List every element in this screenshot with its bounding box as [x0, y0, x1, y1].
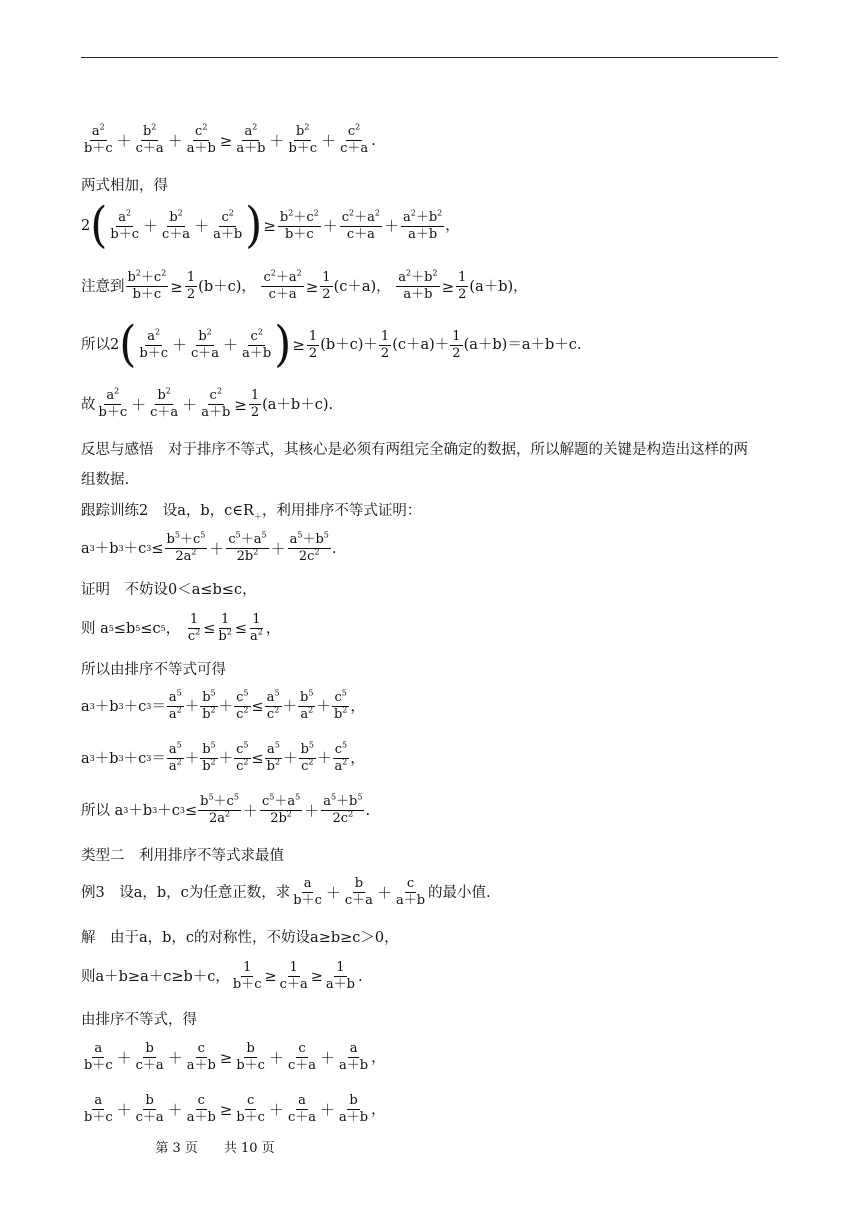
header-rule [81, 57, 778, 58]
reflection-text-2: 组数据. [81, 472, 130, 488]
inequality-line-2: 2 ( $\frac{a^2}{b+c}$ ＋ $\frac{b^2}{c+a}$ ＋ $\frac{c^2}{a+b}$ ) ≥ $\frac{b^2+c^2}{b+c}$ ＋ $\frac{c^2+a^2}{c+a}$ ＋ $\frac{a^2+b^2}{a+b}$ ， [81, 197, 460, 254]
inequality-therefore: 所以 2 ( $\frac{a^2}{b+c}$ ＋ $\frac{b^2}{c+a}$ ＋ $\frac{c^2}{a+b}$ ) ≥ $\frac{1}{2}$ (b＋c)＋ $\frac{1}{2}$ (c＋a)＋ $\frac{1}{2}$ (a＋b)＝a＋b＋c. [81, 316, 582, 373]
inequality-notice: 注意到 $\frac{b^2+c^2}{b+c}$ ≥ $\frac{1}{2}$ (b＋c)， $\frac{c^2+a^2}{c+a}$ ≥ $\frac{1}{2}$ (c＋a)， $\frac{a^2+b^2}{a+b}$ ≥ $\frac{1}{2}$ (a＋b)， [81, 268, 528, 302]
training-2-heading: 跟踪训练2 设a，b，$c\in R_+$，利用排序不等式证明： [81, 503, 422, 521]
training-2-statement: a 3 ＋b 3 ＋c 3 ≤ $\frac{b^5+c^5}{2a^2}$ ＋ $\frac{c^5+a^5}{2b^2}$ ＋ $\frac{a^5+b^5}{2c^2}$ . [81, 530, 337, 564]
reflection-text-1: 对于排序不等式，其核心是必须有两组完全确定的数据，所以解题的关键是构造出这样的两 [168, 442, 748, 458]
reflection-paragraph [81, 440, 748, 460]
inequality-conclusion: 故 $\frac{a^2}{b+c}$ ＋ $\frac{b^2}{c+a}$ ＋ $\frac{c^2}{a+b}$ ≥ $\frac{1}{2}$ (a＋b＋c). [81, 386, 334, 420]
solution-then: 则a＋b≥a＋c≥b＋c， $\frac{1}{b+c}$ ≥ $\frac{1}{c+a}$ ≥ $\frac{1}{a+b}$ . [81, 960, 363, 992]
therefore-prefix: 所以 [81, 337, 110, 353]
training-2-tail: ，利用排序不等式证明： [261, 503, 422, 519]
proof-step-2: a 3 ＋b 3 ＋c 3 ＝ $\frac{a^5}{a^2}$ ＋ $\frac{b^5}{b^2}$ ＋ $\frac{c^5}{c^2}$ ≤ $\frac{a^5}{b^2}$ ＋ $\frac{b^5}{c^2}$ ＋ $\frac{c^5}{a^2}$ ， [81, 740, 365, 774]
solution-by: 由排序不等式，得 [81, 1012, 197, 1028]
solution-step-1: $\frac{a}{b+c}$ ＋ $\frac{b}{c+a}$ ＋ $\frac{c}{a+b}$ ≥ $\frac{b}{b+c}$ ＋ $\frac{c}{c+a}$ ＋ $\frac{a}{a+b}$ ， [84, 1041, 386, 1073]
solution-step-2: $\frac{a}{b+c}$ ＋ $\frac{b}{c+a}$ ＋ $\frac{c}{a+b}$ ≥ $\frac{c}{b+c}$ ＋ $\frac{a}{c+a}$ ＋ $\frac{b}{a+b}$ ， [84, 1093, 386, 1125]
example-3-suffix: 的最小值. [428, 884, 491, 901]
example-3-prefix: 例3 设a，b，c为任意正数，求 [81, 884, 291, 901]
page-footer: 第 3 页 共 10 页 [155, 1141, 275, 1156]
notice-prefix: 注意到 [81, 278, 125, 295]
training-2-text: 跟踪训练2 设a，b，c∈R [81, 503, 254, 519]
reflection-label: 反思与感悟 [81, 442, 154, 458]
proof-step-1: a 3 ＋b 3 ＋c 3 ＝ $\frac{a^5}{a^2}$ ＋ $\frac{b^5}{b^2}$ ＋ $\frac{c^5}{c^2}$ ≤ $\frac{a^5}{c^2}$ ＋ $\frac{b^5}{a^2}$ ＋ $\frac{c^5}{b^2}$ ， [81, 688, 365, 722]
text-add-both: 两式相加，得 [81, 178, 168, 194]
proof-so: 所以由排序不等式可得 [81, 662, 226, 678]
proof-final: 所以 a 3 ＋b 3 ＋c 3 ≤ $\frac{b^5+c^5}{2a^2}$ ＋ $\frac{c^5+a^5}{2b^2}$ ＋ $\frac{a^5+b^5}{2c^2}$ . [81, 792, 371, 826]
proof-then: 则 a 5 ≤b 5 ≤c 5 ， $\frac{1}{c^2}$ ≤ $\frac{1}{b^2}$ ≤ $\frac{1}{a^2}$ ， [81, 612, 281, 644]
example-3: 例3 设a，b，c为任意正数，求 $\frac{a}{b+c}$ ＋ $\frac{b}{c+a}$ ＋ $\frac{c}{a+b}$ 的最小值. [81, 876, 491, 908]
type-2-heading: 类型二 利用排序不等式求最值 [81, 848, 284, 864]
proof-intro: 证明 不妨设0＜a≤b≤c， [81, 582, 257, 598]
conclusion-prefix: 故 [81, 396, 96, 413]
proof-final-prefix: 所以 [81, 802, 110, 819]
proof-then-prefix: 则 [81, 620, 96, 637]
solution-intro: 解 由于a，b，c的对称性，不妨设a≥b≥c＞0， [81, 930, 399, 946]
inequality-line-1: $\frac{a^2}{b+c}$ ＋ $\frac{b^2}{c+a}$ ＋ $\frac{c^2}{a+b}$ ≥ $\frac{a^2}{a+b}$ ＋ $\frac{b^2}{b+c}$ ＋ $\frac{c^2}{c+a}$ . [84, 122, 376, 156]
solution-then-prefix: 则a＋b≥a＋c≥b＋c， [81, 968, 230, 985]
